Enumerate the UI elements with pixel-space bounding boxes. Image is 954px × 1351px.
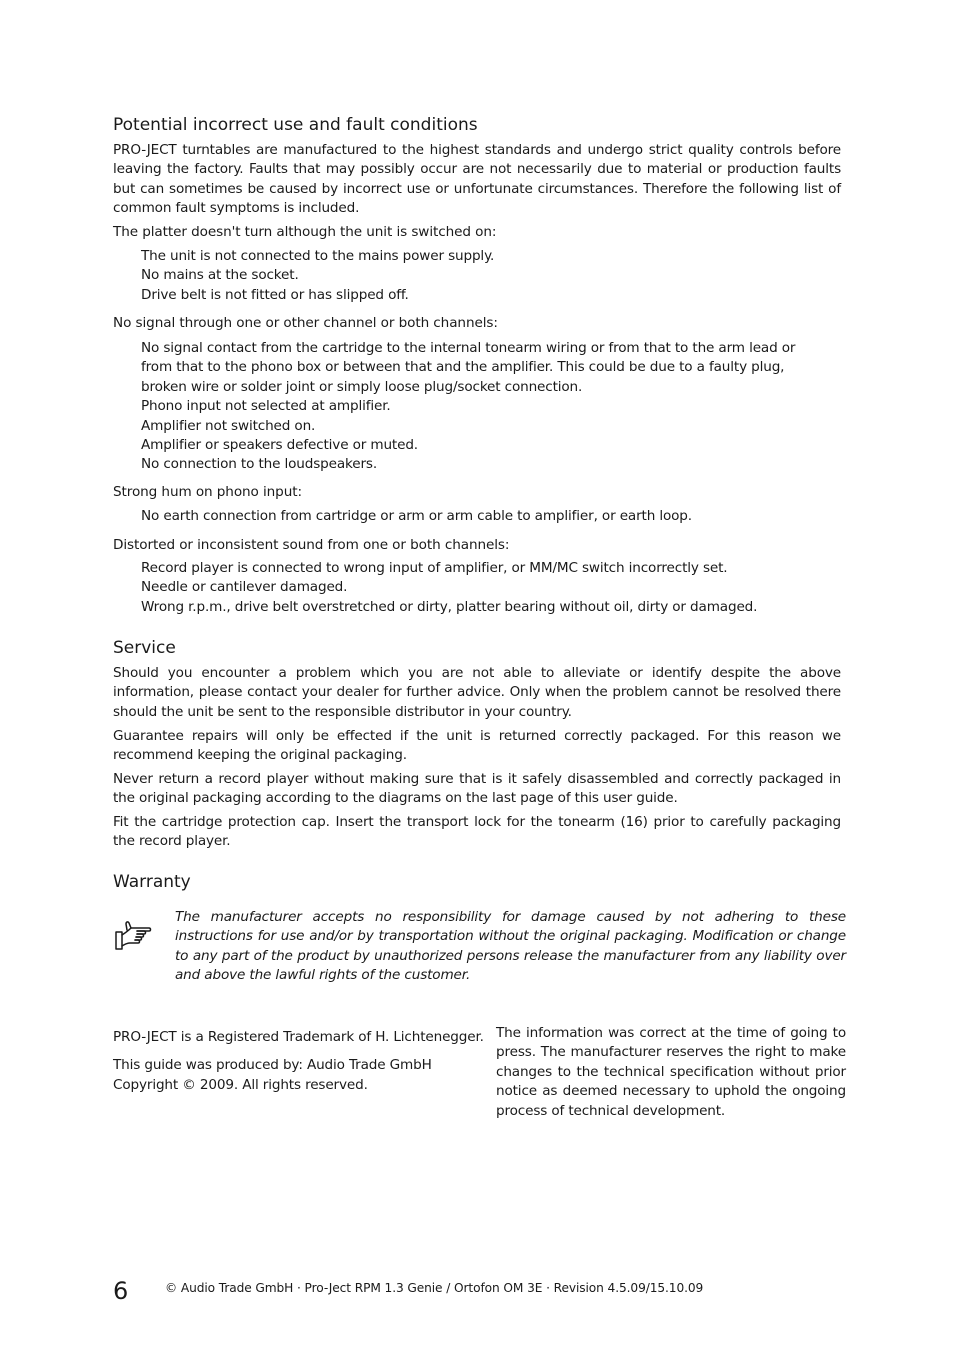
fault-causes-platter (141, 247, 494, 305)
footer-text: © Audio Trade GmbH · Pro-Ject RPM 1.3 Genie / Ortofon OM 3E · Revision 4.5.09/15.10.09 (165, 1281, 704, 1295)
list-item: No signal contact from the cartridge to the internal tonearm wiring or from that to the arm lead or (141, 340, 796, 356)
produced-by-notice: This guide was produced by: Audio Trade GmbH (113, 1057, 432, 1074)
list-item: Amplifier or speakers defective or muted. (141, 437, 418, 454)
service-paragraph: Should you encounter a problem which you are not able to alleviate or identify despite the above information, please contact your dealer for further advice. Only when the problem cannot be resolved there should the unit be sent to the responsible distributor in your country. (113, 665, 841, 720)
warranty-section-heading: Warranty (113, 872, 191, 892)
list-item: Record player is connected to wrong input of amplifier, or MM/MC switch incorrectly set. (141, 560, 728, 576)
list-item: Amplifier not switched on. (141, 417, 316, 434)
warranty-text: The manufacturer accepts no responsibility for damage caused by not adhering to these instructions for use and/or by transportation without the original packaging. Modification or change to any part of the product by unauthorized persons release the manufacturer from any liability over and above the lawful rights of the customer. (175, 909, 846, 984)
fault-title-distorted: Distorted or inconsistent sound from one or both channels: (113, 537, 510, 553)
service-section-heading: Service (113, 638, 176, 658)
fault-causes-no-signal (141, 339, 795, 475)
service-paragraph: Never return a record player without making sure that is it safely disassembled and correctly packaged in the original packaging according to the diagrams on the last page of this user guide. (113, 771, 841, 807)
page-number: 6 (113, 1277, 129, 1305)
list-item: No earth connection from cartridge or arm or arm cable to amplifier, or earth loop. (141, 508, 692, 524)
fault-intro-paragraph: PRO-JECT turntables are manufactured to the highest standards and undergo strict quality controls before leaving the factory. Faults that may possibly occur are not necessarily due to material or production faults but can sometimes be caused by incorrect use or unfortunate circumstances. Therefore the following list of common fault symptoms is included. (113, 142, 841, 217)
list-item: No mains at the socket. (141, 267, 299, 284)
service-paragraph: Guarantee repairs will only be effected if the unit is returned correctly packaged. For this reason we recommend keeping the original packaging. (113, 728, 841, 764)
fault-causes-hum (141, 507, 692, 526)
list-item: Wrong r.p.m., drive belt overstretched or dirty, platter bearing without oil, dirty or damaged. (141, 598, 758, 615)
list-item: Needle or cantilever damaged. (141, 579, 348, 596)
fault-title-no-signal: No signal through one or other channel or both channels: (113, 315, 498, 331)
technical-disclaimer: The information was correct at the time of going to press. The manufacturer reserves the right to make changes to the technical specification without prior notice as deemed necessary to uphold the ongoing process of technical development. (496, 1025, 846, 1119)
list-item: from that to the phono box or between that and the amplifier. This could be due to a faulty plug, (141, 359, 785, 376)
list-item: broken wire or solder joint or simply loose plug/socket connection. (141, 378, 583, 395)
list-item: Drive belt is not fitted or has slipped off. (141, 286, 409, 303)
fault-title-platter: The platter doesn't turn although the unit is switched on: (113, 224, 497, 240)
trademark-notice: PRO-JECT is a Registered Trademark of H. Lichtenegger. (113, 1029, 484, 1045)
fault-causes-distorted (141, 559, 757, 617)
pointing-hand-icon (113, 920, 153, 954)
legal-left-column (113, 1028, 491, 1095)
list-item: The unit is not connected to the mains power supply. (141, 248, 495, 264)
fault-title-hum: Strong hum on phono input: (113, 484, 302, 500)
list-item: No connection to the loudspeakers. (141, 456, 378, 473)
fault-section-heading: Potential incorrect use and fault conditions (113, 115, 478, 135)
list-item: Phono input not selected at amplifier. (141, 398, 391, 415)
service-paragraph: Fit the cartridge protection cap. Insert the transport lock for the tonearm (16) prior to carefully packaging the record player. (113, 814, 841, 850)
copyright-notice: Copyright © 2009. All rights reserved. (113, 1076, 368, 1093)
